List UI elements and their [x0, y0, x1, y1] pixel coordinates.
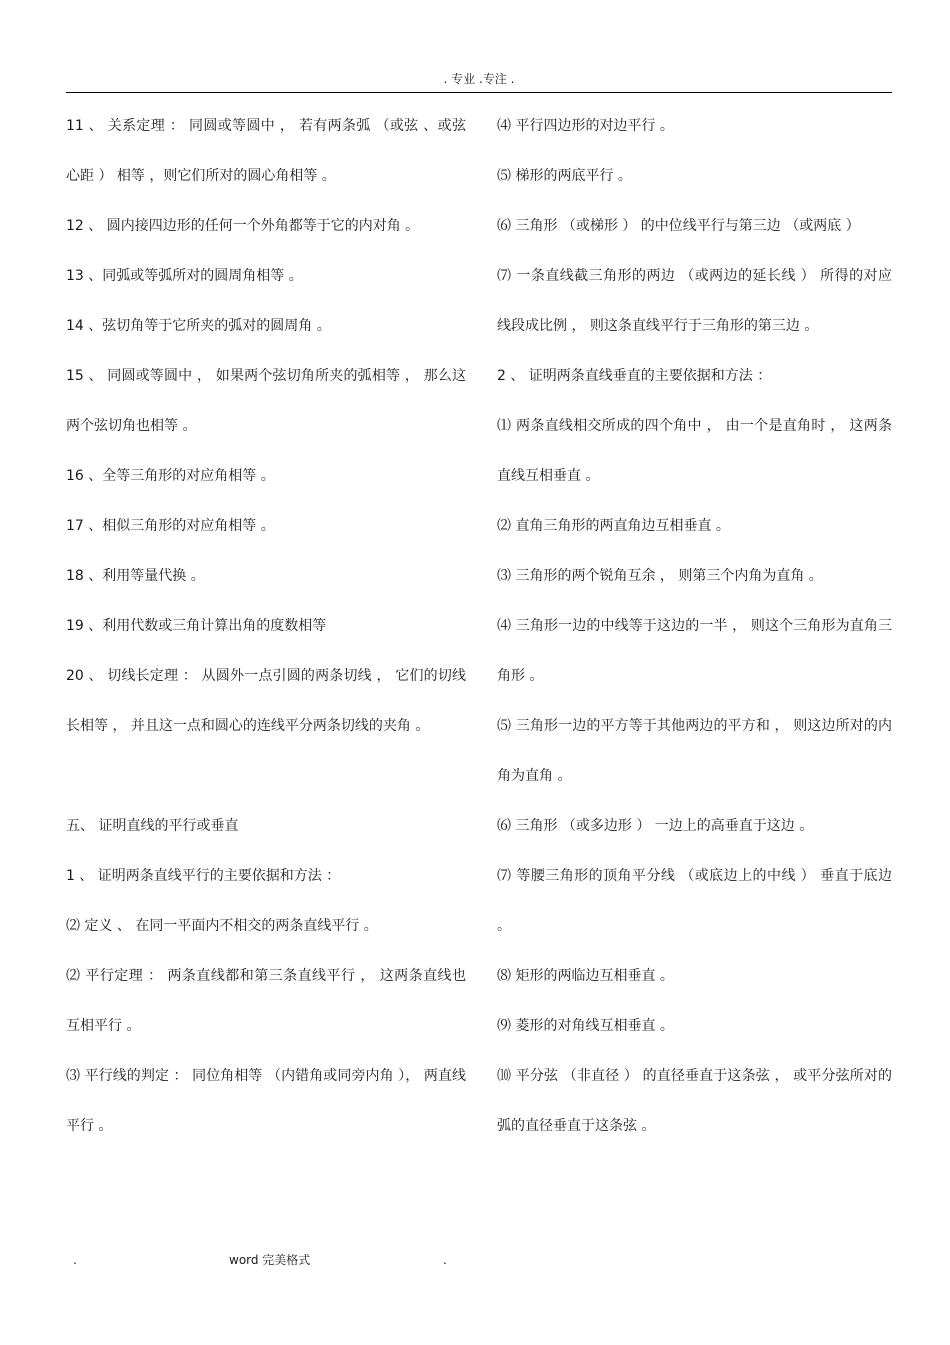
section-heading: 五、 证明直线的平行或垂直: [66, 818, 239, 834]
paragraph: ⑺ 等腰三角形的顶角平分线 （或底边上的中线 ） 垂直于底边 。: [497, 868, 892, 934]
paragraph: ⑹ 三角形 （或多边形 ） 一边上的高垂直于这边 。: [497, 818, 814, 834]
paragraph: ⑶ 三角形的两个锐角互余 ， 则第三个内角为直角 。: [497, 568, 823, 584]
paragraph: 17 、相似三角形的对应角相等 。: [66, 518, 275, 534]
right-column: [497, 101, 892, 1151]
paragraph: ⑽ 平分弦 （非直径 ） 的直径垂直于这条弦 ， 或平分弦所对的弧的直径垂直于这条弦 。: [497, 1068, 892, 1134]
paragraph: 18 、利用等量代换 。: [66, 568, 205, 584]
footer-center: word 完美格式: [229, 1253, 311, 1267]
paragraph: 16 、全等三角形的对应角相等 。: [66, 468, 275, 484]
paragraph: 1 、 证明两条直线平行的主要依据和方法 ：: [66, 868, 341, 884]
paragraph: ⑸ 三角形一边的平方等于其他两边的平方和 ， 则这边所对的内角为直角 。: [497, 718, 892, 784]
paragraph: ⑷ 三角形一边的中线等于这边的一半 ， 则这个三角形为直角三角形 。: [497, 618, 892, 684]
footer-right: .: [443, 1253, 447, 1267]
paragraph: ⑺ 一条直线截三角形的两边 （或两边的延长线 ） 所得的对应线段成比例 ， 则这条直线平行于三角形的第三边 。: [497, 268, 892, 334]
paragraph: 11 、 关系定理 ： 同圆或等圆中 ， 若有两条弧 （或弦 、或弦心距 ） 相等 ，则它们所对的圆心角相等 。: [66, 118, 466, 184]
paragraph: ⑴ 两条直线相交所成的四个角中 ， 由一个是直角时 ， 这两条直线互相垂直 。: [497, 418, 892, 484]
paragraph: ⑵ 直角三角形的两直角边互相垂直 。: [497, 518, 730, 534]
paragraph: 20 、 切线长定理 ： 从圆外一点引圆的两条切线 ， 它们的切线长相等 ， 并且这一点和圆心的连线平分两条切线的夹角 。: [66, 668, 466, 734]
paragraph: 15 、 同圆或等圆中 ， 如果两个弦切角所夹的弧相等 ， 那么这两个弦切角也相等 。: [66, 368, 466, 434]
paragraph: 2 、 证明两条直线垂直的主要依据和方法 ：: [497, 368, 772, 384]
paragraph: 14 、弦切角等于它所夹的弧对的圆周角 。: [66, 318, 331, 334]
paragraph: ⑵ 定义 、 在同一平面内不相交的两条直线平行 。: [66, 918, 378, 934]
page-header: [66, 72, 892, 93]
paragraph: 19 、利用代数或三角计算出角的度数相等: [66, 618, 327, 634]
blank-line: [66, 751, 466, 801]
paragraph: 12 、 圆内接四边形的任何一个外角都等于它的内对角 。: [66, 218, 420, 234]
paragraph: ⑹ 三角形 （或梯形 ） 的中位线平行与第三边 （或两底 ）: [497, 218, 860, 234]
paragraph: ⑷ 平行四边形的对边平行 。: [497, 118, 674, 134]
paragraph: ⑸ 梯形的两底平行 。: [497, 168, 632, 184]
left-column: [66, 101, 466, 1151]
paragraph: ⑵ 平行定理 ： 两条直线都和第三条直线平行 ， 这两条直线也互相平行 。: [66, 968, 466, 1034]
paragraph: ⑻ 矩形的两临边互相垂直 。: [497, 968, 674, 984]
paragraph: ⑶ 平行线的判定 ： 同位角相等 （内错角或同旁内角 ）， 两直线平行 。: [66, 1068, 466, 1134]
paragraph: ⑼ 菱形的对角线互相垂直 。: [497, 1018, 674, 1034]
footer-left: .: [73, 1253, 77, 1267]
header-text: . 专业 .专注 .: [443, 72, 515, 86]
paragraph: 13 、同弧或等弧所对的圆周角相等 。: [66, 268, 303, 284]
page-footer: [0, 1250, 950, 1270]
